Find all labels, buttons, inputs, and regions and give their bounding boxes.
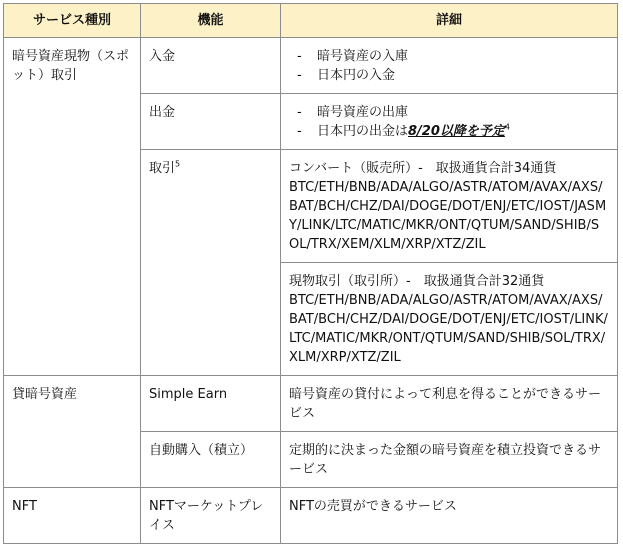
service-table-wrapper (3, 3, 618, 544)
convert-heading: コンバート（販売所）- 取扱通貨合計34通貨 (289, 161, 557, 176)
detail-convert (281, 150, 618, 263)
table-row (4, 38, 618, 94)
service-table (3, 3, 618, 544)
detail-nft-marketplace: NFTの売買ができるサービス (281, 488, 618, 544)
dash-marker: - (297, 105, 302, 120)
header-function: 機能 (141, 4, 281, 38)
category-nft: NFT (4, 488, 141, 544)
function-deposit: 入金 (141, 38, 281, 94)
detail-deposit (281, 38, 618, 94)
list-item: - 日本円の入金 (297, 68, 396, 83)
detail-simple-earn: 暗号資産の貸付によって利息を得ることができるサービス (281, 376, 618, 432)
header-row (4, 4, 618, 38)
category-lending: 貸暗号資産 (4, 376, 141, 488)
function-auto-purchase: 自動購入（積立） (141, 432, 281, 488)
spot-exchange-heading: 現物取引（取引所）- 取扱通貨合計32通貨 (289, 274, 545, 289)
function-trade: 取引$^5$ (141, 150, 281, 376)
detail-auto-purchase: 定期的に決まった金額の暗号資産を積立投資できるサービス (281, 432, 618, 488)
withdraw-schedule-emphasis: 8/20以降を予定 (408, 124, 505, 139)
convert-currency-list: BTC/ETH/BNB/ADA/ALGO/ASTR/ATOM/AVAX/AXS/BAT/BCH/CHZ/DAI/DOGE/DOT/ENJ/ETC/IOST/JASMY/LINK/LTC/MATIC/MKR/ONT/QTUM/SAND/SHIB/SOL/TRX/XEM/XLM/XRP/XTZ/ZIL (289, 180, 607, 252)
category-spot: 暗号資産現物（スポット）取引 (4, 38, 141, 376)
function-nft-marketplace: NFTマーケットプレイス (141, 488, 281, 544)
detail-spot-exchange (281, 263, 618, 376)
dash-marker: - (297, 124, 302, 139)
detail-withdraw (281, 94, 618, 150)
footnote-ref: 5 (175, 159, 181, 169)
footnote-ref: 4 (504, 122, 510, 132)
table-row (4, 376, 618, 432)
header-service-type: サービス種別 (4, 4, 141, 38)
spot-exchange-currency-list: BTC/ETH/BNB/ADA/ALGO/ASTR/ATOM/AVAX/AXS/BAT/BCH/CHZ/DAI/DOGE/DOT/ENJ/ETC/IOST/LINK/LTC/MATIC/MKR/ONT/QTUM/SAND/SHIB/SOL/TRX/XLM/XRP/XTZ/ZIL (289, 293, 608, 365)
dash-marker: - (297, 68, 302, 83)
dash-marker: - (297, 49, 302, 64)
table-row (4, 488, 618, 544)
list-item: - 暗号資産の出庫 (297, 105, 409, 120)
list-item: - 日本円の出金は8/20以降を予定$^4$ (297, 122, 510, 139)
list-item: - 暗号資産の入庫 (297, 49, 409, 64)
function-withdraw: 出金 (141, 94, 281, 150)
header-detail: 詳細 (281, 4, 618, 38)
function-simple-earn: Simple Earn (141, 376, 281, 432)
